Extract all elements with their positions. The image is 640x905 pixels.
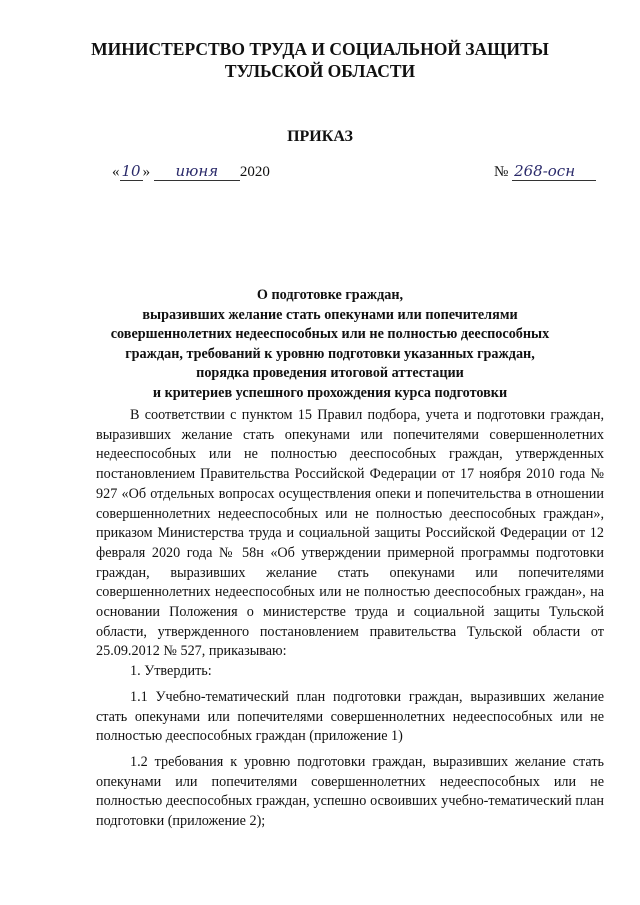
number-label: №	[494, 164, 509, 180]
order-title: ПРИКАЗ	[287, 128, 353, 145]
ministry-header	[0, 38, 640, 82]
date-close-quote: »	[142, 164, 151, 180]
date-year: 2020	[239, 164, 270, 180]
subject-line: граждан, требований к уровню подготовки указанных граждан,	[125, 345, 535, 362]
ministry-line-1: МИНИСТЕРСТВО ТРУДА И СОЦИАЛЬНОЙ ЗАЩИТЫ	[91, 39, 549, 59]
subject-line: совершеннолетних недееспособных или не полностью дееспособных	[110, 326, 550, 342]
preamble-paragraph: В соответствии с пунктом 15 Правил подбора, учета и подготовки граждан, выразивших желание стать опекунами или попечителями совершеннолетних недееспособных или не полностью дееспособных граждан, утвержденных постановлением Правительства Российской Федерации от 17 ноября 2010 года № 927 «Об отдельных вопросах осуществления опеки и попечительства в отношении совершеннолетних недееспособных или не полностью дееспособных граждан», приказом Министерства труда и социальной защиты Российской Федерации от 12 февраля 2020 года № 58н «Об утверждении примерной программы подготовки граждан, выразивших желание стать опекунами или попечителями совершеннолетних недееспособных или не полностью дееспособных граждан», на основании Положения о министерстве труда и социальной защиты Тульской области, утвержденного постановлением правительства Тульской области от 25.09.2012 № 527, приказываю:	[96, 407, 604, 660]
item-1-1: 1.1 Учебно-тематический план подготовки граждан, выразивших желание стать опекунами или попечителями совершеннолетних недееспособных или не полностью дееспособных граждан (приложение 1)	[96, 688, 604, 745]
subject-line: порядка проведения итоговой аттестации	[196, 365, 464, 381]
item-1-2: 1.2 требования к уровню подготовки граждан, выразивших желание стать опекунами или попечителями совершеннолетних недееспособных или не полностью дееспособных граждан, успешно освоивших учебно-тематический план подготовки (приложение 2);	[96, 753, 604, 830]
order-date	[112, 162, 270, 181]
number-value: 268-осн	[512, 162, 596, 181]
order-number	[494, 162, 596, 181]
subject-line: О подготовке граждан,	[256, 287, 404, 303]
ministry-line-2: ТУЛЬСКОЙ ОБЛАСТИ	[224, 61, 416, 81]
item-1: 1. Утвердить:	[130, 663, 212, 680]
order-body	[96, 406, 604, 832]
date-open-quote: «	[112, 164, 120, 180]
subject-line: и критериев успешного прохождения курса подготовки	[152, 384, 508, 401]
date-month: июня	[154, 162, 240, 181]
subject-line: выразивших желание стать опекунами или попечителями	[142, 306, 518, 323]
order-subject	[60, 286, 600, 403]
date-day: 10	[121, 162, 141, 180]
